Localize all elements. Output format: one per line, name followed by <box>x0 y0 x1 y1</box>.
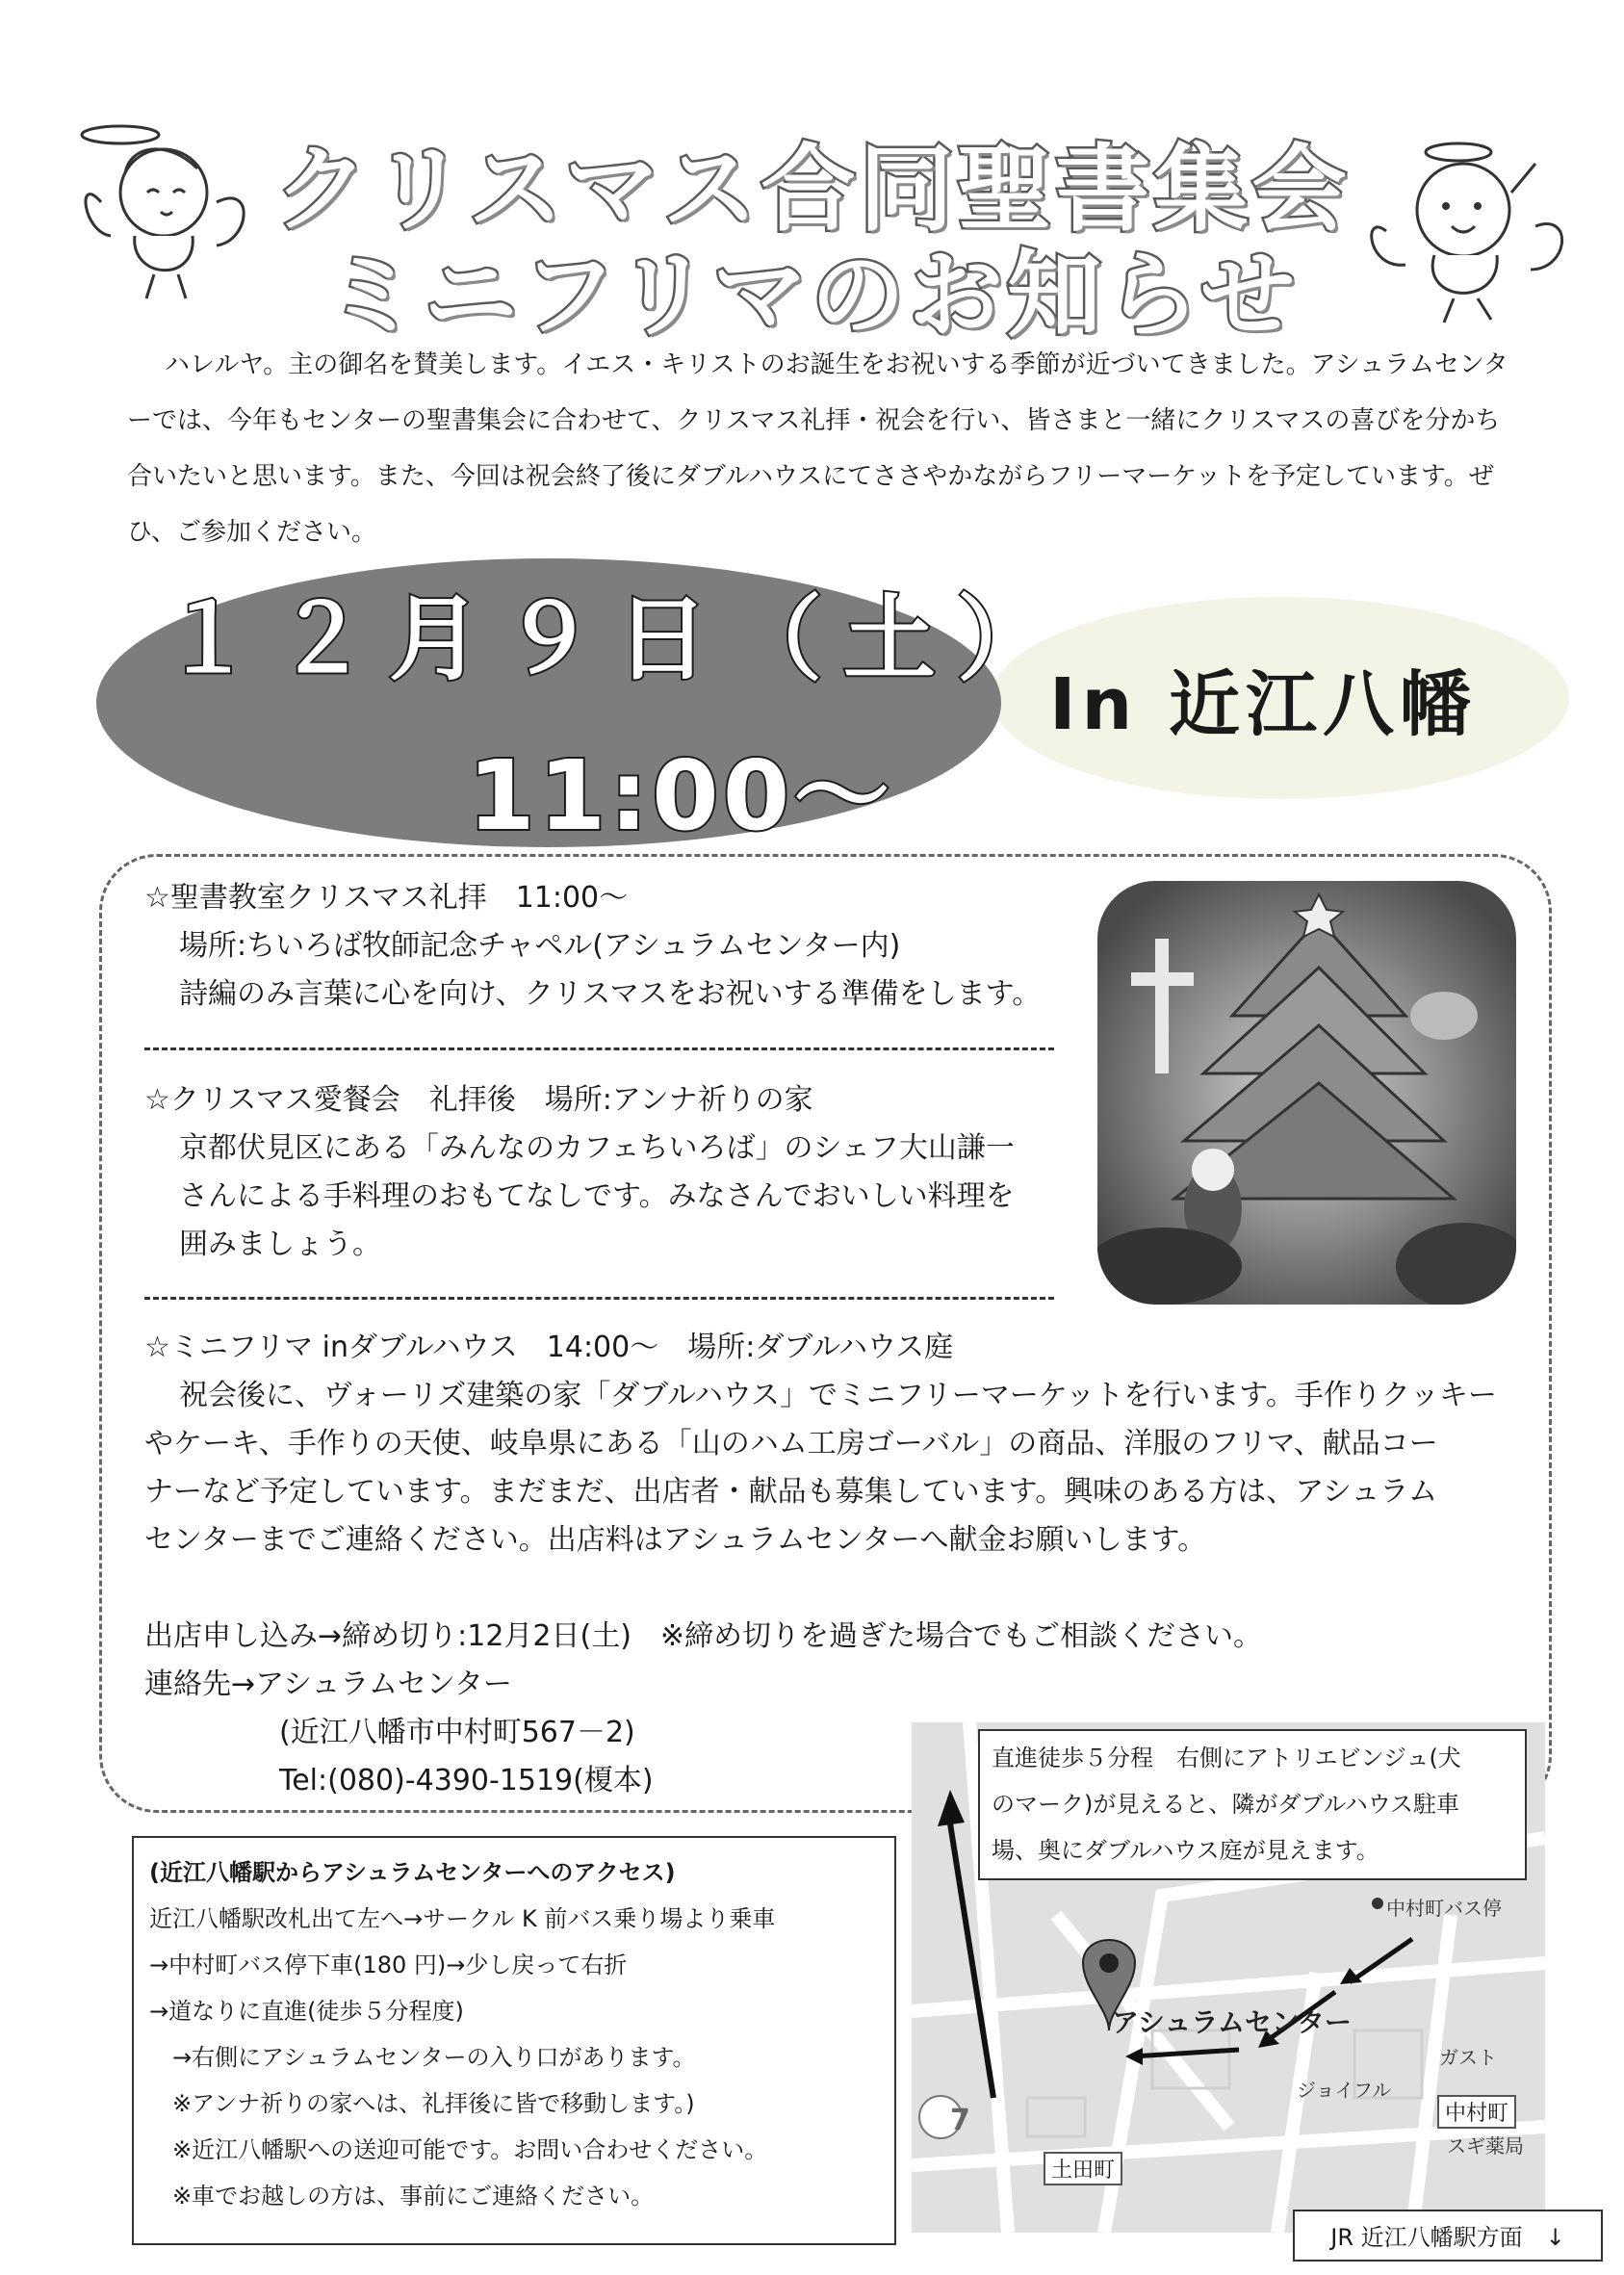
christmas-cookie-tree-photo <box>1097 881 1516 1305</box>
gusto-label: ガスト <box>1439 2046 1497 2069</box>
program-item2-line3: 囲みましょう。 <box>179 1228 381 1261</box>
access-line: →道なりに直進(徒歩５分程度) <box>149 1998 464 2025</box>
contact-tel: Tel:(080)-4390-1519(榎本) <box>279 1764 654 1797</box>
program-item2-line2: さんによる手料理のおもてなしです。みなさんでおいしい料理を <box>179 1179 1015 1213</box>
program-item3-line1: 祝会後に、ヴォーリズ建築の家「ダブルハウス」でミニフリーマーケットを行います。手作りクッキー <box>179 1379 1497 1412</box>
callout-line3: 場、奥にダブルハウス庭が見えます。 <box>992 1837 1379 1864</box>
access-box <box>132 1836 896 2245</box>
program-item3-line4: センターまでご連絡ください。出店料はアシュラムセンターへ献金お願いします。 <box>144 1523 1207 1557</box>
joyful-label: ジョイフル <box>1297 2079 1392 2102</box>
program-item1-line2: 詩編のみ言葉に心を向け、クリスマスをお祝いする準備をします。 <box>179 977 1042 1011</box>
access-line: 近江八幡駅改札出て左へ→サークル K 前バス乗り場より乗車 <box>149 1905 776 1932</box>
seven-eleven-icon: 7 <box>950 2104 970 2137</box>
event-place: In 近江八幡 <box>1049 663 1477 746</box>
contact-label: 連絡先→アシュラムセンター <box>144 1667 512 1701</box>
access-line: ※車でお越しの方は、事前にご連絡ください。 <box>149 2183 655 2210</box>
sugi-label: スギ薬局 <box>1447 2134 1524 2158</box>
callout-line1: 直進徒歩５分程 右側にアトリエビンジュ(犬 <box>992 1745 1461 1771</box>
bus-stop-label: 中村町バス停 <box>1386 1897 1502 1920</box>
program-item2-heading: ☆クリスマス愛餐会 礼拝後 場所:アンナ祈りの家 <box>144 1083 813 1117</box>
callout-line2: のマーク)が見えると、隣がダブルハウス駐車 <box>992 1791 1460 1818</box>
intro-paragraph: ハレルヤ。主の御名を賛美します。イエス・キリストのお誕生をお祝いする季節が近づいてきました。アシュラムセンターでは、今年もセンターの聖書集会に合わせて、クリスマス礼拝・祝会を行い、皆さまと一緒にクリスマスの喜びを分かち合いたいと思います。また、今回は祝会終了後にダブルハウスにてささやかながらフリーマーケットを予定しています。ぜひ、ご参加ください。 <box>127 350 1508 547</box>
tsuchida-label: 土田町 <box>1044 2152 1122 2185</box>
program-item3-line2: やケーキ、手作りの天使、岐阜県にある「山のハム工房ゴーバル」の商品、洋服のフリマ、献品コー <box>144 1427 1438 1461</box>
access-line: →右側にアシュラムセンターの入り口があります。 <box>149 2044 696 2071</box>
access-line: ※近江八幡駅への送迎可能です。お問い合わせください。 <box>149 2136 768 2163</box>
access-title: (近江八幡駅からアシュラムセンターへのアクセス) <box>149 1859 676 1886</box>
separator-2 <box>144 1297 1054 1300</box>
page-title-line2: ミニフリマのお知らせ <box>324 241 1300 350</box>
access-line: ※アンナ祈りの家へは、礼拝後に皆で移動します。) <box>149 2090 695 2117</box>
program-item3-line3: ナーなど予定しています。まだまだ、出店者・献品も募集しています。興味のある方は、アシュラム <box>144 1475 1438 1509</box>
nakamuracho-label: 中村町 <box>1437 2095 1516 2129</box>
page-title-line1: クリスマス合同聖書集会 <box>273 135 1351 245</box>
center-label: アシュラムセンター <box>1112 2006 1352 2038</box>
program-item1-heading: ☆聖書教室クリスマス礼拝 11:00～ <box>144 881 629 915</box>
event-time: 11:00～ <box>468 739 894 852</box>
program-item2-line1: 京都伏見区にある「みんなのカフェちいろば」のシェフ大山謙一 <box>179 1131 1015 1165</box>
deadline-text: 出店申し込み→締め切り:12月2日(土) ※締め切りを過ぎた場合でもご相談ください。 <box>144 1619 1263 1653</box>
program-item1-line1: 場所:ちいろば牧師記念チャペル(アシュラムセンター内) <box>179 929 901 963</box>
event-date: １２月９日（土） <box>162 585 1070 693</box>
access-line: →中村町バス停下車(180 円)→少し戻って右折 <box>149 1952 628 1978</box>
contact-address: (近江八幡市中村町567－2) <box>279 1716 635 1749</box>
map-callout <box>978 1729 1527 1880</box>
program-item3-heading: ☆ミニフリマ inダブルハウス 14:00～ 場所:ダブルハウス庭 <box>144 1331 954 1364</box>
jr-direction-label: JR 近江八幡駅方面 ↓ <box>1293 2210 1603 2262</box>
separator-1 <box>144 1047 1054 1050</box>
